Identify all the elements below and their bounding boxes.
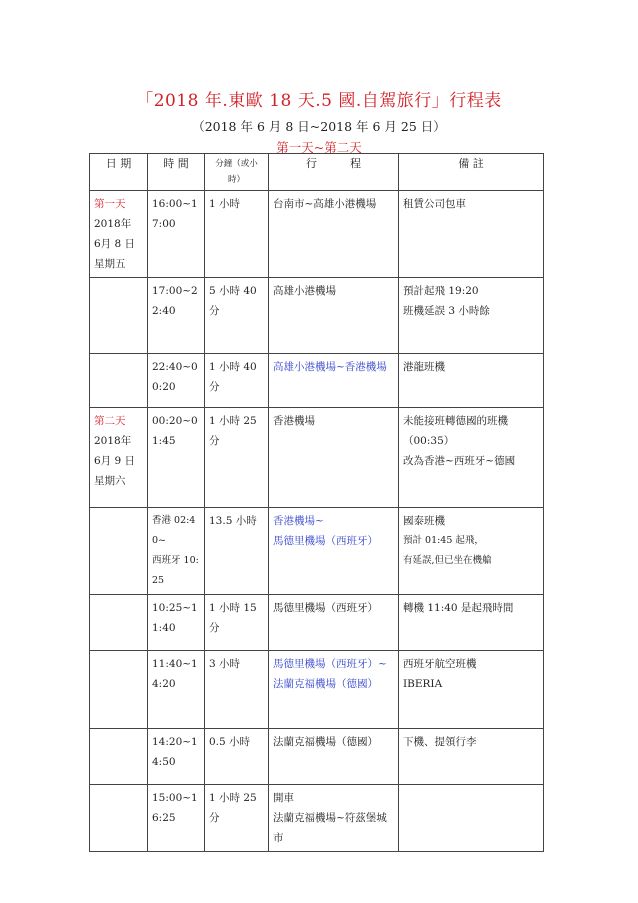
time-text: 16:00~17:00 [152,198,198,230]
cell-time [148,278,205,354]
notes-text: 租賃公司包車 [403,198,466,210]
month-day-label: 6月 8 日 [94,238,136,250]
itinerary-text: 香港機場~ [273,515,324,527]
itinerary-text: 法蘭克福機場（德國） [273,678,378,690]
cell-notes [399,354,544,408]
header-notes: 備 註 [399,154,544,191]
cell-duration: 13.5 小時 [205,508,269,595]
cell-duration: 3 小時 [205,651,269,729]
time-text: 西班牙 10:25 [152,555,199,586]
header-duration: 分鐘（或小時） [205,154,269,191]
cell-notes [399,651,544,729]
notes-text: （00:35） [403,435,455,447]
table-header-row [90,154,544,191]
table-row [90,785,544,852]
cell-time [148,191,205,278]
cell-itinerary [269,729,399,785]
notes-text: 轉機 11:40 是起飛時間 [403,602,514,614]
cell-itinerary [269,651,399,729]
cell-itinerary [269,408,399,508]
notes-text: 改為香港~西班牙~德國 [403,455,516,467]
notes-text: 未能接班轉德國的班機 [403,415,508,427]
itinerary-text: 法蘭克福機場（德國） [273,736,378,748]
table-row [90,408,544,508]
cell-itinerary [269,508,399,595]
cell-date [90,651,148,729]
itinerary-text: 台南市~高雄小港機場 [273,198,377,210]
cell-duration: 0.5 小時 [205,729,269,785]
day-label: 第一天 [94,198,126,210]
cell-itinerary [269,354,399,408]
table-row [90,278,544,354]
cell-time [148,508,205,595]
weekday-label: 星期五 [94,258,126,270]
date-range-subtitle: （2018 年 6 月 8 日~2018 年 6 月 25 日） [192,119,446,134]
cell-notes [399,191,544,278]
table-row [90,595,544,651]
cell-duration: 1 小時 40 分 [205,354,269,408]
notes-text: 預計 01:45 起飛， [403,535,484,546]
notes-text: IBERIA [403,678,443,690]
cell-itinerary [269,278,399,354]
cell-date [90,354,148,408]
cell-date [90,729,148,785]
notes-text: 班機延誤 3 小時餘 [403,305,490,317]
cell-duration: 1 小時 15 分 [205,595,269,651]
cell-itinerary [269,191,399,278]
cell-date [90,191,148,278]
notes-text: 西班牙航空班機 [403,658,477,670]
weekday-label: 星期六 [94,475,126,487]
notes-text: 港龍班機 [403,361,445,373]
year-label: 2018年 [94,435,132,447]
header-time: 時 間 [148,154,205,191]
cell-notes [399,785,544,852]
table-row [90,651,544,729]
table-row [90,354,544,408]
year-label: 2018年 [94,218,132,230]
table-row [90,729,544,785]
cell-duration: 1 小時 25 分 [205,408,269,508]
table-row [90,508,544,595]
time-text: 17:00~22:40 [152,285,198,317]
itinerary-text: 開車 [273,792,294,804]
time-text: 14:20~14:50 [152,736,198,768]
cell-date [90,278,148,354]
notes-text: 下機、提領行李 [403,736,477,748]
cell-notes [399,278,544,354]
time-text: 00:20~01:45 [152,415,198,447]
cell-notes [399,408,544,508]
document-title: 「2018 年.東歐 18 天.5 國.自駕旅行」行程表 [136,91,502,111]
time-text: 10:25~11:40 [152,602,198,634]
cell-time [148,408,205,508]
itinerary-text: 高雄小港機場~香港機場 [273,361,387,373]
header-date: 日 期 [90,154,148,191]
notes-text: 預計起飛 19:20 [403,285,479,297]
cell-date [90,408,148,508]
cell-itinerary [269,595,399,651]
notes-text: 國泰班機 [403,515,445,527]
month-day-label: 6月 9 日 [94,455,136,467]
cell-date [90,595,148,651]
time-text: 22:40~00:20 [152,361,198,393]
cell-time [148,354,205,408]
itinerary-text: 高雄小港機場 [273,285,336,297]
cell-time [148,595,205,651]
table-row [90,191,544,278]
itinerary-text: 馬德里機場（西班牙）~ [273,658,387,670]
itinerary-text: 馬德里機場（西班牙） [273,602,378,614]
day-label: 第二天 [94,415,126,427]
cell-duration: 5 小時 40 分 [205,278,269,354]
cell-notes [399,729,544,785]
cell-time [148,729,205,785]
header-itinerary: 行 程 [269,154,399,191]
notes-text: 有延誤,但已坐在機艙 [403,555,492,566]
cell-duration: 1 小時 25 分 [205,785,269,852]
time-text: 香港 02:40~ [152,515,196,546]
cell-time [148,651,205,729]
cell-date [90,508,148,595]
itinerary-text: 馬德里機場（西班牙） [273,535,378,547]
cell-time [148,785,205,852]
cell-duration: 1 小時 [205,191,269,278]
itinerary-text: 香港機場 [273,415,315,427]
cell-date [90,785,148,852]
cell-notes [399,508,544,595]
itinerary-text: 法蘭克福機場~符茲堡城市 [273,812,387,844]
cell-itinerary [269,785,399,852]
time-text: 15:00~16:25 [152,792,198,824]
time-text: 11:40~14:20 [152,658,198,690]
cell-notes [399,595,544,651]
itinerary-table [89,153,544,852]
day-range-label: 第一天~第二天 [276,140,362,155]
